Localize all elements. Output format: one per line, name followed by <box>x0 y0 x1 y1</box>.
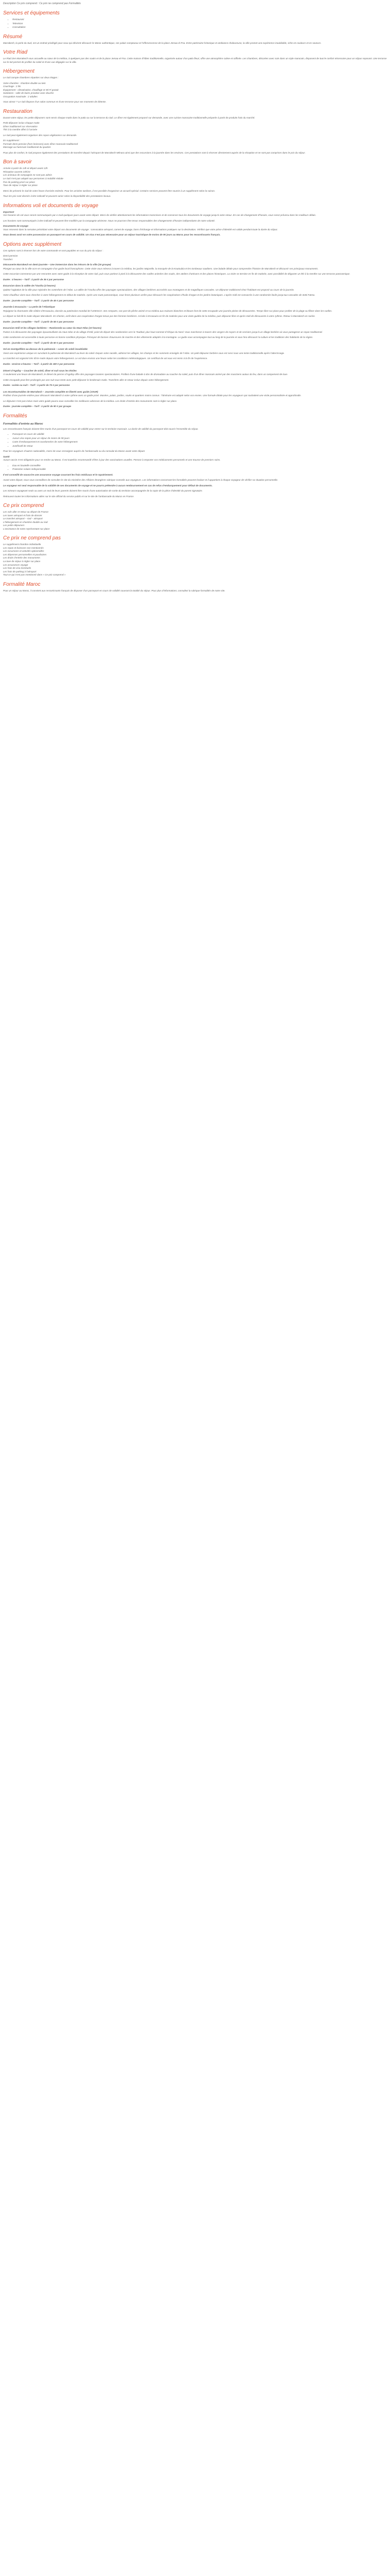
hebergement-line: Sanitaires : salle de bains privative avec douche <box>3 92 54 95</box>
non-inclus-item: Tout ce qui n’est pas mentionné dans « Ce prix comprend » <box>3 573 66 577</box>
option-item-price: Durée : journée complète – Tarif : à partir de 90 € par groupe <box>3 405 71 408</box>
formalite-maroc-section <box>3 582 388 593</box>
hebergement-section <box>3 69 388 104</box>
non-inclus-item: Les frais de parking à l’aéroport <box>3 570 37 573</box>
option-item-text: Partez à la découverte des paysages époustouflants du Haut Atlas et du village d’Imlil, point de départ des randonnées vers le Toubkal, plus haut sommet d’Afrique du Nord. Vous marcherez à travers des vergers de noyers et de cerisiers jusqu’à un village berbère où vous partagerez un repas traditionnel. <box>3 330 323 333</box>
option-item <box>3 263 388 281</box>
options-section <box>3 242 388 409</box>
non-inclus-item: Les dépenses personnelles et pourboires <box>3 553 47 556</box>
services-section <box>3 10 388 29</box>
formalites-text: Pour les voyageurs d’autres nationalités, merci de vous renseigner auprès de l’ambassade ou du consulat du Maroc avant votre départ. <box>3 450 145 453</box>
formalites-subtitle: Formalités d'entrée au Maroc <box>3 422 43 426</box>
list-item: • Passeport en cours de validité <box>12 433 388 436</box>
bon-line: Arrivée à partir de 14h et départ avant 12h <box>3 167 48 170</box>
inclus-item: L’assistance de notre représentant sur place <box>3 527 50 530</box>
infos-voyage-section <box>3 203 388 237</box>
infos-text: Les horaires sont communiqués à titre indicatif et peuvent être modifiés par la compagnie aérienne. Nous ne pourrons être tenus responsables des changements d’horaire indépendants de notre volonté. <box>3 219 216 222</box>
options-line: Demi-pension <box>3 255 18 258</box>
non-inclus-item: Les droits d’entrée des monuments <box>3 556 40 560</box>
formalites-text: Les ressortissants français doivent être munis d’un passeport en cours de validité pour entrer sur le territoire marocain. La durée de validité du passeport doit couvrir l’ensemble du séjour. <box>3 427 199 430</box>
sante-list <box>3 464 388 471</box>
option-item-price: Durée : 4 heures – Tarif : à partir de 35 € par personne <box>3 278 64 281</box>
bon-line: Réception ouverte 24h/24 <box>3 170 30 173</box>
bon-a-savoir-section <box>3 159 388 198</box>
hebergement-line: Équipement : climatisation, chauffage et Wi-Fi gratuit <box>3 88 59 91</box>
list-item: • Restaurant <box>12 18 388 22</box>
option-item-text: Plongez au cœur de la ville ocre en compagnie d’un guide local francophone. Cette visite vous mènera à travers la médina, les jardins Majorelle, la mosquée de la Koutoubia et les tombeaux saadiens. Une balade idéale pour comprendre l’histoire de Marrakech et découvrir ses principaux monuments. <box>3 267 319 270</box>
option-item <box>3 369 388 387</box>
formalite-maroc-text: Pour un séjour au Maroc, il convient aux ressortissants français de disposer d’un passeport en cours de validité couvrant la totalité du séjour. Pour plus d’informations, consultez la rubrique formalités de notre site. <box>3 589 225 592</box>
inclus-item: Le transfert aéroport – riad – aéroport <box>3 517 43 520</box>
infos-text: Vous recevrez dans la semaine précédant votre départ vos documents de voyage : convocation aéroport, carnet de voyage, bons d’échange et informations pratiques sur la destination. Vérifiez que votre pièce d’identité est valide pendant toute la durée du séjour. <box>3 228 278 231</box>
hebergement-note: Vous aimez ? Le riad dispose d’un salon commun et d’une terrasse pour vos moments de détente. <box>3 100 107 104</box>
non-inclus-item: Les frais de visa éventuels <box>3 567 31 570</box>
option-item-text: Le transfert est organisé très tôt le matin depuis votre hébergement. Le vol dure environ une heure selon les conditions météorologiques. Un certificat de vol vous est remis à la fin de l’expérience. <box>3 357 208 360</box>
option-item-title: Les Incontournables de Marrakech – Journée complète en liberté avec guide (JOUR) <box>3 390 99 393</box>
inclus-title: Ce prix comprend <box>3 503 44 509</box>
hebergement-intro: Le riad compte chambres réparties sur deux étages : <box>3 76 59 79</box>
inclus-section <box>3 503 388 531</box>
restauration-note: Le riad peut également organiser des repas végétariens sur demande. <box>3 133 77 137</box>
option-item <box>3 327 388 345</box>
option-item <box>3 391 388 409</box>
option-item-title: Désert d’Agafay – Coucher de soleil, dîner et nuit sous les étoiles <box>3 369 77 372</box>
option-item <box>3 348 388 366</box>
bon-a-savoir-title: Bon à savoir <box>3 159 32 165</box>
options-title: Options avec supplément <box>3 241 61 247</box>
formalites-text: Les mineurs voyageant seuls ou avec un seul de leurs parents doivent être munis d’une autorisation de sortie du territoire accompagnée de la copie de la pièce d’identité du parent signataire. <box>3 489 203 493</box>
services-list <box>3 18 388 29</box>
option-item-text: À seulement une heure de Marrakech, le désert de pierres d’Agafay offre des paysages lunaires spectaculaires. Profitez d’une balade à dos de dromadaire au coucher du soleil, puis d’un dîner marocain animé par des musiciens autour du feu, dans un campement de luxe. <box>3 373 288 376</box>
option-item-text: Le déjeuner n’est pas inclus mais votre guide pourra vous conseiller les meilleures adresses de la médina. Les droits d’entrée des monuments sont à régler sur place. <box>3 399 177 402</box>
restauration-section <box>3 109 388 155</box>
list-item: • Carte d’embarquement et coordonnées de votre hébergement <box>12 440 388 444</box>
inclus-item: L’hébergement en chambre double au riad <box>3 520 48 523</box>
non-inclus-item: Le supplément chambre individuelle <box>3 543 41 546</box>
option-line: Massage au hammam traditionnel du quartier <box>3 146 51 149</box>
option-item-title: Journée à Essaouira – La perle de l’Atlantique <box>3 306 55 309</box>
inclus-item: Les taxes aéroport et frais de dossier <box>3 514 42 517</box>
formalites-text: Retrouvez toutes les informations utiles sur le site officiel du service public et sur le site de l’ambassade du Maroc en France. <box>3 495 135 498</box>
option-item-text: Rejoignez la charmante ville côtière d’Essaouira, classée au patrimoine mondial de l’UNESCO. Ses remparts, son port de pêche animé et sa médina aux maisons blanches et bleues font de cette escapade une journée pleine de découvertes. Temps libre sur place pour profiter de la plage ou flâner dans les ruelles. <box>3 309 332 312</box>
resume-text: Marrakech, la perle du Sud, est un endroit privilégié pour ceux qui désirent découvrir le Maroc authentique, ses palais somptueux et l’effervescence de la place Jemaa el-Fna. Entre patrimoine historique et ambiance chaleureuse, la ville promet une expérience inoubliable, riche en couleurs et en saveurs. <box>3 41 321 44</box>
restauration-item: Petit-déjeuner inclus chaque matin <box>3 122 40 125</box>
resume-title: Résumé <box>3 33 23 40</box>
resume-section <box>3 34 388 45</box>
bon-line: Taxe de séjour à régler sur place <box>3 184 38 187</box>
non-inclus-item: La taxe de séjour à régler sur place <box>3 560 41 563</box>
formalites-text-bold: Le voyageur est seul responsable de la validité de ses documents de voyage et ne pourra prétendre à aucun remboursement en cas de refus d’embarquement pour défaut de documents. <box>3 484 213 487</box>
option-item <box>3 284 388 302</box>
option-item-text: Le départ se fait tôt le matin depuis Marrakech. En chemin, arrêt dans une coopérative d’argan tenue par des femmes berbères. Arrivée à Essaouira en fin de matinée pour une visite guidée de la médina, puis déjeuner libre et après-midi de découverte à votre rythme. Retour à Marrakech en soirée. <box>3 315 316 318</box>
option-item-price: Durée : environ 4 heures – Tarif : à partir de 180 € par personne <box>3 363 75 365</box>
hebergement-title: Hébergement <box>3 69 35 75</box>
bon-line: Le riad n’est pas adapté aux personnes à mobilité réduite <box>3 177 63 180</box>
sante-label: Santé <box>3 455 10 458</box>
non-inclus-section <box>3 535 388 577</box>
option-item-price: Durée : journée complète – Tarif : à partir de 55 € par personne <box>3 320 74 323</box>
option-item-price: Durée : journée complète – Tarif : à partir de 60 € par personne <box>3 341 74 344</box>
non-inclus-item: Les assurances voyage <box>3 563 28 566</box>
option-label: En supplément : <box>3 139 21 142</box>
option-item-text: Vivez une expérience unique en survolant la palmeraie de Marrakech au lever du soleil. Depuis votre nacelle, admirez les villages, les champs et les sommets enneigés de l’Atlas. Un petit-déjeuner berbère vous est servi sous une tente traditionnelle après l’atterrissage. <box>3 351 285 354</box>
votre-riad-title: Votre Riad <box>3 49 27 56</box>
formalite-maroc-title: Formalité Maroc <box>3 581 41 587</box>
restauration-text: Durant votre séjour, les petits-déjeuners sont servis chaque matin dans le patio ou sur la terrasse du riad. Le dîner est également proposé sur demande, avec une cuisine marocaine traditionnelle préparée à partir de produits frais du marché. <box>3 116 255 119</box>
option-item-title: Découverte Marrakech en demi-journée – Une immersion dans les trésors de la ville (16 groupe) <box>3 263 111 266</box>
docs-label: Documents de voyage <box>3 225 28 228</box>
option-item-price: Durée : soirée ou nuit – Tarif : à partir de 75 € par personne <box>3 384 70 387</box>
non-inclus-item: Les repas et boissons non mentionnés <box>3 546 44 549</box>
page <box>3 2 388 592</box>
non-inclus-title: Ce prix ne comprend pas <box>3 535 61 541</box>
options-intro: Ces options sont à réserver lors de votre commande et sont payables en sus du prix du séjour : <box>3 249 104 252</box>
option-item-text: Votre chauffeur vient vous chercher à votre hébergement en début de matinée. Après une route panoramique, vous ferez plusieurs arrêts pour découvrir les coopératives d’huile d’argan et les jardins botaniques. L’après-midi est consacrée à une randonnée facile jusqu’aux cascades de Setti Fatma. <box>3 294 315 297</box>
list-item: • Protection solaire indispensable <box>12 468 388 471</box>
important-label: Important <box>3 210 14 213</box>
restauration-item: Dîner traditionnel sur réservation <box>3 125 38 128</box>
infos-text: Vos horaires de vol vous seront communiqués par e-mail quelques jours avant votre départ. Merci de vérifier attentivement les informations transmises et de conserver tous les documents de voyage jusqu’à votre retour. En cas de changement d’horaire, vous serez prévenu dans les meilleurs délais. <box>3 214 316 217</box>
option-item-price: Durée : journée complète – Tarif : à partir de 45 € par personne <box>3 299 74 302</box>
formalites-text: Aucun vaccin n’est obligatoire pour se rendre au Maroc. Il est toutefois recommandé d’être à jour des vaccinations usuelles. Pensez à emporter vos médicaments personnels et une trousse de premiers soins. <box>3 459 221 462</box>
formalites-text: Avant votre départ, nous vous conseillons de consulter le site du ministère des Affaires étrangères rubrique Conseils aux voyageurs. Les informations concernant les formalités peuvent évoluer et il appartient à chaque voyageur de vérifier sa situation personnelle. <box>3 479 278 482</box>
option-line: Formule demi-pension (hors boissons) avec dîner marocain traditionnel <box>3 142 78 145</box>
list-item: • Justificatif de retour <box>12 445 388 448</box>
option-item-text: Quittez l’agitation de la ville pour rejoindre les contreforts de l’Atlas. La vallée de l’Ourika offre des paysages spectaculaires, des villages berbères accrochés aux montagnes et de magnifiques cascades. Un déjeuner traditionnel chez l’habitant est proposé au cours de la journée. <box>3 288 295 291</box>
option-item-text: Cette excursion commence par une rencontre avec votre guide à la réception de votre riad, puis vous partirez à pied à la découverte des ruelles animées des souks, des ateliers d’artisans et des places historiques. La visite se termine en fin de matinée, avec possibilité de déguster un thé à la menthe sur une terrasse panoramique. <box>3 273 350 276</box>
option-item-title: Excursion Imlil et les villages berbères – Randonnée au cœur du Haut Atlas (10 heures) <box>3 327 102 330</box>
option-text: Pour plus de confort, le riad propose également des prestations de transfert depuis l’aéroport de Marrakech-Ménara ainsi que des excursions à la journée dans les environs. Ces prestations sont à réserver directement auprès de la réception et ne sont pas comprises dans le prix du séjour. <box>3 151 306 154</box>
list-item: • Aucun visa requis pour un séjour de moins de 90 jours <box>12 437 388 440</box>
services-title: Services et équipements <box>3 10 60 16</box>
formalites-list <box>3 433 388 448</box>
bon-note: Tous les prix sont donnés à titre indicatif et peuvent varier selon la disponibilité des prestataires locaux. <box>3 195 111 198</box>
inclus-item: Les petits-déjeuners <box>3 524 25 527</box>
votre-riad-text: Le Riad Zen Marrakech vous accueille au cœur de la médina, à quelques pas des souks et de la place Jemaa el-Fna. Cette maison d’hôtes traditionnelle, organisée autour d’un patio fleuri, offre une atmosphère calme et raffinée. Les chambres, décorées avec soin dans un style marocain, disposent de tout le confort nécessaire pour un séjour reposant. Une terrasse sur le toit permet de profiter du soleil et d’une vue dégagée sur la ville. <box>3 57 387 63</box>
option-item-text: Profitez d’une journée entière pour découvrir Marrakech à votre rythme avec un guide privé. Musées, palais, jardins, souks et quartiers moins connus : l’itinéraire est adapté selon vos envies. Une formule idéale pour les voyageurs qui souhaitent une visite personnalisée et approfondie. <box>3 394 302 397</box>
non-inclus-item: Les excursions et activités optionnelles <box>3 550 44 553</box>
formalites-title: Formalités <box>3 413 27 419</box>
votre-riad-section <box>3 49 388 64</box>
list-item: • Consultation <box>12 26 388 29</box>
restauration-title: Restauration <box>3 108 32 114</box>
bon-line: Pas de parking privé sur place <box>3 180 35 183</box>
options-line: Transfert <box>3 258 13 261</box>
infos-text-bold: Vous devez avoir en votre possession un passeport en cours de validité. Un visa n’est pas nécessaire pour un séjour touristique de moins de 90 jours au Maroc pour les ressortissants français. <box>3 233 221 236</box>
hebergement-line: Couchage : 2 lits <box>3 85 21 88</box>
option-item <box>3 306 388 324</box>
option-item-text: Cette escapade peut être prolongée par une nuit sous tente avec petit-déjeuner le lendemain matin. Transferts aller et retour inclus depuis votre hébergement. <box>3 378 169 381</box>
option-item-title: Excursion dans la vallée de l’Ourika (4 heures) <box>3 284 56 287</box>
bon-line: Les animaux de compagnie ne sont pas admis <box>3 174 52 177</box>
hebergement-line: Occupation maximale : 2 adultes <box>3 95 38 98</box>
option-item-title: Vol en montgolfière au-dessus de la palmeraie – Lever de soleil inoubliable <box>3 348 88 351</box>
list-item: • Eau en bouteille conseillée <box>12 464 388 468</box>
restauration-item: Thé à la menthe offert à l’arrivée <box>3 128 38 131</box>
page-description: Description Ce prix comprend : Ce prix ne comprend pas Formalités <box>3 2 81 5</box>
formalites-text-bold: Il est conseillé de souscrire une assurance voyage couvrant les frais médicaux et le rapatriement. <box>3 473 113 476</box>
hebergement-line: Votre chambre : chambre double ou twin <box>3 81 46 84</box>
formalites-section <box>3 413 388 499</box>
infos-voyage-title: Informations voli et documents de voyage <box>3 202 99 209</box>
option-item-text: Cette randonnée est accessible à toute personne en bonne condition physique. Prévoyez de bonnes chaussures de marche et des vêtements adaptés à la montagne. Le guide vous accompagne tout au long de la journée et vous fera découvrir la culture et les traditions des habitants de la région. <box>3 336 313 339</box>
list-item: • Television <box>12 22 388 26</box>
inclus-item: Les vols aller et retour au départ de France <box>3 511 48 514</box>
bon-text: Merci de prévenir le riad de votre heure d’arrivée estimée. Pour les arrivées tardives, il est possible d’organiser un accueil spécial. Certains services peuvent être soumis à un supplément selon la saison. <box>3 189 216 192</box>
